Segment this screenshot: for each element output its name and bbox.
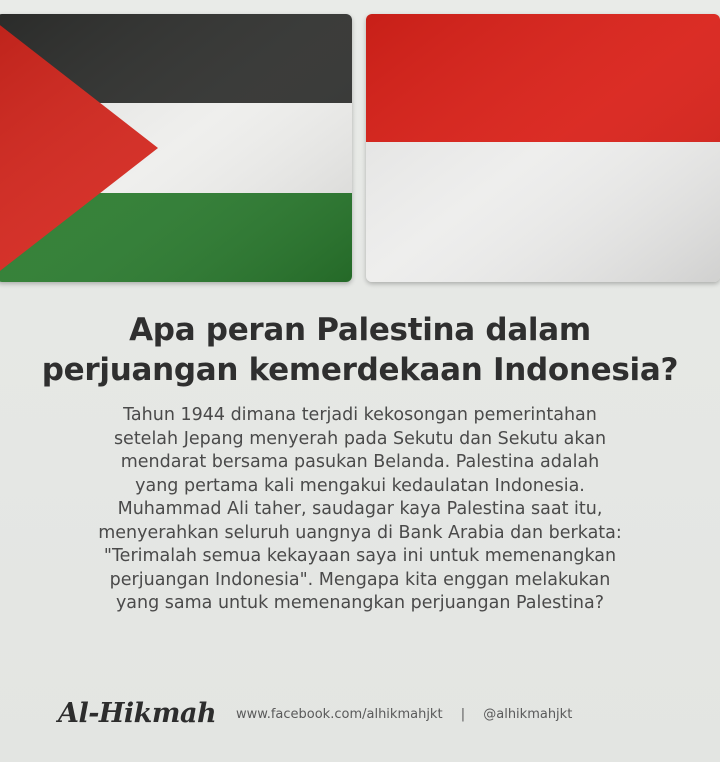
social-links: [236, 706, 572, 724]
indonesia-flag-image: [366, 14, 720, 282]
body-line: "Terimalah semua kekayaan saya ini untuk memenangkan: [103, 546, 617, 566]
headline-line-2: perjuangan kemerdekaan Indonesia?: [41, 352, 679, 388]
body-line: setelah Jepang menyerah pada Sekutu dan Sekutu akan: [113, 428, 607, 449]
body-line: yang pertama kali mengakui kedaulatan Indonesia.: [135, 475, 585, 496]
body-line: perjuangan Indonesia". Mengapa kita enggan melakukan: [109, 569, 611, 590]
content-area: [0, 300, 720, 762]
footer-separator: |: [460, 707, 466, 722]
social-handle[interactable]: @alhikmahjkt: [483, 707, 573, 722]
body-paragraph: [0, 404, 720, 616]
palestine-flag-image: [0, 14, 352, 282]
palestine-flag-graphic: [0, 14, 352, 282]
body-line: mendarat bersama pasukan Belanda. Palestina adalah: [120, 452, 600, 472]
body-line: menyerahkan seluruh uangnya di Bank Arabia dan berkata:: [98, 522, 622, 543]
body-line: yang sama untuk memenangkan perjuangan Palestina?: [115, 593, 605, 613]
footer: [0, 694, 720, 734]
facebook-link[interactable]: www.facebook.com/alhikmahjkt: [236, 707, 443, 722]
body-line: Tahun 1944 dimana terjadi kekosongan pemerintahan: [123, 405, 597, 425]
headline-line-1: Apa peran Palestina dalam: [129, 312, 591, 348]
body-line: Muhammad Ali taher, saudagar kaya Palestina saat itu,: [117, 499, 603, 519]
indonesia-flag-graphic: [366, 14, 720, 282]
headline: [0, 310, 720, 390]
brand-logo: Al-Hikmah: [58, 698, 217, 729]
